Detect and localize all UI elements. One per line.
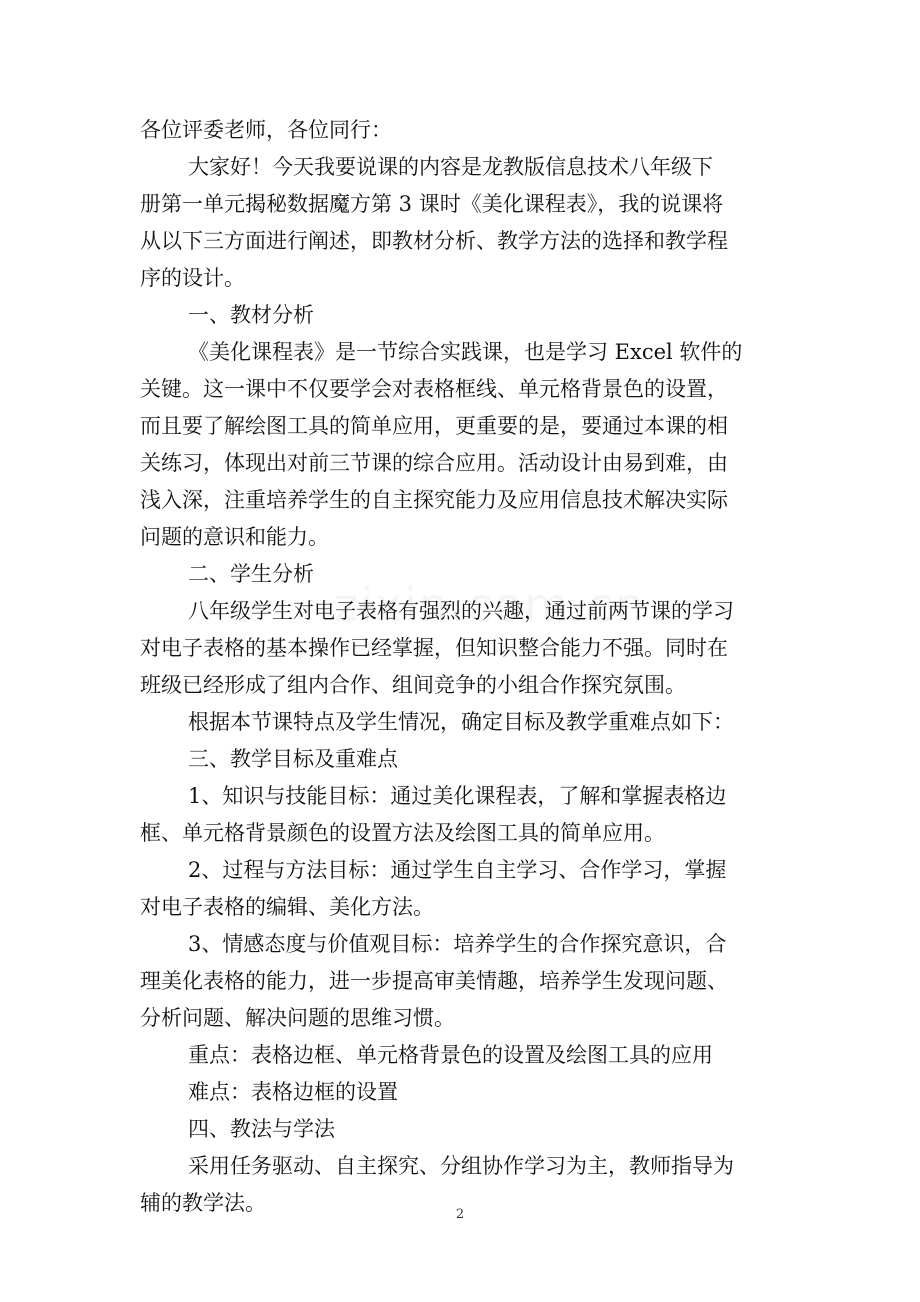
paragraph-line: 册第一单元揭秘数据魔方第 3 课时《美化课程表》，我的说课将 xyxy=(140,192,724,216)
page-number: 2 xyxy=(455,1207,465,1222)
list-item-line: 对电子表格的编辑、美化方法。 xyxy=(140,895,434,919)
paragraph-line: 关键。这一课中不仅要学会对表格框线、单元格背景色的设置， xyxy=(140,377,728,401)
list-item-line: 2、过程与方法目标：通过学生自主学习、合作学习，掌握 xyxy=(188,858,727,882)
section-heading: 一、教材分析 xyxy=(188,303,314,327)
paragraph-line: 根据本节课特点及学生情况，确定目标及教学重难点如下： xyxy=(188,710,734,734)
key-point-line: 重点：表格边框、单元格背景色的设置及绘图工具的应用 xyxy=(188,1043,713,1067)
list-item-line: 3、情感态度与价值观目标：培养学生的合作探究意识，合 xyxy=(188,932,727,956)
paragraph-line: 浅入深，注重培养学生的自主探究能力及应用信息技术解决实际 xyxy=(140,488,728,512)
paragraph-line: 对电子表格的基本操作已经掌握，但知识整合能力不强。同时在 xyxy=(140,636,728,660)
list-item-line: 1、知识与技能目标：通过美化课程表，了解和掌握表格边 xyxy=(188,784,727,808)
document-body xyxy=(140,112,784,1222)
paragraph-line: 从以下三方面进行阐述，即教材分析、教学方法的选择和教学程 xyxy=(140,229,728,253)
salutation: 各位评委老师，各位同行： xyxy=(140,118,392,142)
list-item-line: 框、单元格背景颜色的设置方法及绘图工具的简单应用。 xyxy=(140,821,665,845)
paragraph-line: 而且要了解绘图工具的简单应用，更重要的是，要通过本课的相 xyxy=(140,414,728,438)
paragraph-line: 班级已经形成了组内合作、组间竞争的小组合作探究氛围。 xyxy=(140,673,686,697)
paragraph-line: 大家好！今天我要说课的内容是龙教版信息技术八年级下 xyxy=(188,155,713,179)
paragraph-line: 辅的教学法。 xyxy=(140,1191,266,1215)
paragraph-line: 《美化课程表》是一节综合实践课，也是学习 Excel 软件的 xyxy=(188,340,743,364)
paragraph-line: 问题的意识和能力。 xyxy=(140,525,329,549)
paragraph-line: 采用任务驱动、自主探究、分组协作学习为主，教师指导为 xyxy=(188,1154,734,1178)
paragraph-line: 序的设计。 xyxy=(140,266,245,290)
difficult-point-line: 难点：表格边框的设置 xyxy=(188,1080,398,1104)
paragraph-line: 八年级学生对电子表格有强烈的兴趣，通过前两节课的学习 xyxy=(188,599,734,623)
paragraph-line: 关练习，体现出对前三节课的综合应用。活动设计由易到难，由 xyxy=(140,451,728,475)
list-item-line: 分析问题、解决问题的思维习惯。 xyxy=(140,1006,455,1030)
section-heading: 二、学生分析 xyxy=(188,562,314,586)
section-heading: 四、教法与学法 xyxy=(188,1117,335,1141)
section-heading: 三、教学目标及重难点 xyxy=(188,747,398,771)
list-item-line: 理美化表格的能力，进一步提高审美情趣，培养学生发现问题、 xyxy=(140,969,728,993)
